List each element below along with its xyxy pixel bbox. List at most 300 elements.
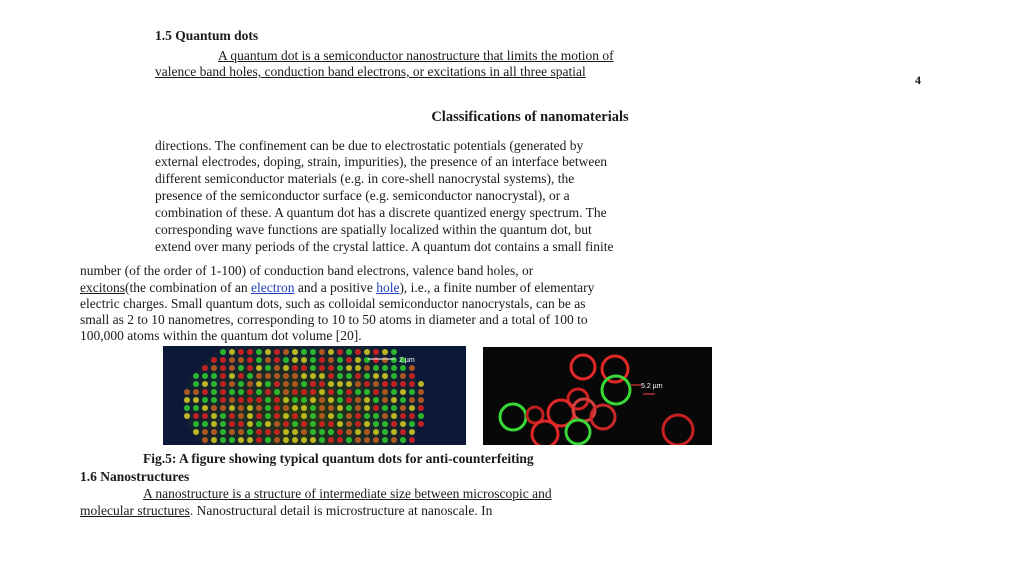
quantum-dot	[418, 413, 424, 419]
quantum-dot	[256, 373, 262, 379]
quantum-dot	[274, 349, 280, 355]
quantum-dot	[346, 397, 352, 403]
quantum-dot	[229, 413, 235, 419]
quantum-dot	[328, 429, 334, 435]
quantum-dot	[337, 357, 343, 363]
quantum-dot	[193, 397, 199, 403]
quantum-dot	[382, 389, 388, 395]
quantum-dot	[364, 349, 370, 355]
quantum-dot	[400, 429, 406, 435]
quantum-dot	[211, 429, 217, 435]
quantum-dot	[391, 365, 397, 371]
quantum-dot	[409, 365, 415, 371]
quantum-dot	[373, 381, 379, 387]
quantum-dot	[382, 381, 388, 387]
quantum-dot	[211, 381, 217, 387]
quantum-dot	[184, 413, 190, 419]
quantum-dot	[256, 397, 262, 403]
quantum-dot	[292, 397, 298, 403]
quantum-dot	[229, 349, 235, 355]
quantum-dot	[193, 381, 199, 387]
quantum-dot	[265, 357, 271, 363]
quantum-dot	[238, 421, 244, 427]
quantum-dot	[247, 429, 253, 435]
quantum-dot	[265, 421, 271, 427]
paragraph-line: valence band holes, conduction band electrons, or excitations in all three spatial	[155, 64, 586, 79]
quantum-dot	[274, 413, 280, 419]
quantum-dot	[202, 365, 208, 371]
quantum-dot	[274, 389, 280, 395]
quantum-dot	[328, 349, 334, 355]
quantum-dot	[256, 405, 262, 411]
quantum-dot	[391, 389, 397, 395]
quantum-dot	[274, 365, 280, 371]
quantum-dot	[247, 373, 253, 379]
quantum-dot	[400, 389, 406, 395]
quantum-dot	[400, 437, 406, 443]
quantum-dot	[337, 373, 343, 379]
quantum-dot	[301, 429, 307, 435]
quantum-dot	[283, 357, 289, 363]
quantum-dot	[211, 373, 217, 379]
quantum-dot	[319, 373, 325, 379]
section-heading-1-6: 1.6 Nanostructures	[80, 469, 190, 484]
quantum-dot	[292, 373, 298, 379]
quantum-dot	[256, 389, 262, 395]
quantum-dot	[310, 421, 316, 427]
quantum-dot	[346, 413, 352, 419]
quantum-dot	[319, 349, 325, 355]
quantum-dot	[337, 365, 343, 371]
quantum-dot	[346, 365, 352, 371]
quantum-dot	[202, 389, 208, 395]
quantum-dot	[409, 429, 415, 435]
quantum-dot	[355, 381, 361, 387]
quantum-dot	[391, 381, 397, 387]
quantum-dot	[400, 413, 406, 419]
quantum-dot	[292, 365, 298, 371]
quantum-dot	[310, 437, 316, 443]
quantum-dot	[391, 397, 397, 403]
quantum-dot	[202, 413, 208, 419]
quantum-dot	[274, 397, 280, 403]
paragraph-line: A quantum dot is a semiconductor nanostructure that limits the motion of	[218, 48, 614, 63]
quantum-dot	[382, 429, 388, 435]
quantum-dot	[373, 357, 379, 363]
quantum-dot	[355, 389, 361, 395]
quantum-dot	[382, 357, 388, 363]
quantum-dots-image-left	[163, 346, 466, 445]
quantum-dot	[319, 365, 325, 371]
quantum-dot	[364, 381, 370, 387]
quantum-dot	[328, 373, 334, 379]
quantum-dot	[319, 405, 325, 411]
quantum-dot	[292, 413, 298, 419]
electron-link[interactable]: electron	[250, 280, 295, 295]
hole-link[interactable]: hole	[376, 280, 400, 295]
quantum-dot	[382, 365, 388, 371]
quantum-dot	[283, 389, 289, 395]
quantum-dot	[328, 365, 334, 371]
quantum-dot	[346, 349, 352, 355]
quantum-dot	[202, 373, 208, 379]
quantum-dot	[409, 413, 415, 419]
quantum-dot	[247, 357, 253, 363]
quantum-dot	[238, 437, 244, 443]
text-span: ), i.e., a finite number of elementary	[399, 280, 595, 295]
paragraph-line-links	[80, 280, 594, 296]
quantum-dot	[247, 405, 253, 411]
quantum-dot	[292, 389, 298, 395]
quantum-dot	[292, 349, 298, 355]
quantum-dot	[391, 413, 397, 419]
quantum-dot	[301, 405, 307, 411]
quantum-dot	[418, 405, 424, 411]
quantum-dot	[220, 389, 226, 395]
quantum-dot	[328, 389, 334, 395]
quantum-dot	[337, 437, 343, 443]
quantum-dot	[301, 357, 307, 363]
quantum-dot	[355, 373, 361, 379]
quantum-dot	[319, 421, 325, 427]
quantum-dot	[319, 397, 325, 403]
quantum-dot	[238, 373, 244, 379]
quantum-dot	[346, 421, 352, 427]
quantum-dot	[373, 389, 379, 395]
quantum-dot	[247, 389, 253, 395]
quantum-dot	[202, 429, 208, 435]
quantum-dot	[337, 413, 343, 419]
paragraph-line: corresponding wave functions are spatially localized within the quantum dot, but	[155, 222, 592, 237]
quantum-dot	[184, 389, 190, 395]
quantum-dot	[382, 373, 388, 379]
quantum-dot	[391, 357, 397, 363]
paragraph-line	[80, 503, 492, 519]
quantum-dot	[229, 421, 235, 427]
quantum-dot	[274, 429, 280, 435]
quantum-dot	[229, 389, 235, 395]
quantum-dot	[229, 437, 235, 443]
quantum-dot	[364, 413, 370, 419]
scale-bar-label: 2 µm	[399, 357, 415, 364]
quantum-dot	[355, 357, 361, 363]
quantum-dot	[265, 397, 271, 403]
quantum-dot	[355, 365, 361, 371]
quantum-dot	[229, 429, 235, 435]
quantum-dot	[301, 365, 307, 371]
quantum-dot	[229, 397, 235, 403]
quantum-dot	[283, 413, 289, 419]
quantum-dot	[211, 357, 217, 363]
quantum-dot	[364, 429, 370, 435]
quantum-dot	[238, 349, 244, 355]
quantum-dot	[247, 413, 253, 419]
quantum-dot	[292, 429, 298, 435]
quantum-dot	[391, 429, 397, 435]
quantum-dot	[418, 397, 424, 403]
quantum-dot	[391, 421, 397, 427]
quantum-dot	[211, 405, 217, 411]
quantum-dot	[346, 437, 352, 443]
quantum-dot	[238, 381, 244, 387]
quantum-dot	[292, 381, 298, 387]
quantum-dot	[328, 405, 334, 411]
quantum-dot	[211, 437, 217, 443]
quantum-dot	[328, 357, 334, 363]
quantum-dot	[355, 349, 361, 355]
quantum-dot	[211, 397, 217, 403]
quantum-dot	[319, 437, 325, 443]
quantum-dot	[265, 405, 271, 411]
quantum-dot	[274, 373, 280, 379]
quantum-dot	[391, 405, 397, 411]
quantum-dot	[319, 429, 325, 435]
quantum-dot	[256, 349, 262, 355]
quantum-dot	[256, 429, 262, 435]
quantum-dot	[337, 397, 343, 403]
quantum-dot	[229, 373, 235, 379]
quantum-dot	[319, 381, 325, 387]
quantum-dot	[400, 365, 406, 371]
quantum-dot	[220, 373, 226, 379]
quantum-dot	[382, 437, 388, 443]
quantum-dot	[193, 429, 199, 435]
quantum-dot	[283, 437, 289, 443]
quantum-dot	[373, 397, 379, 403]
quantum-dot	[400, 397, 406, 403]
quantum-dot	[220, 381, 226, 387]
quantum-dot	[346, 405, 352, 411]
quantum-dot	[310, 357, 316, 363]
quantum-dot	[310, 373, 316, 379]
quantum-dot	[265, 413, 271, 419]
quantum-dot	[364, 365, 370, 371]
quantum-dot	[193, 373, 199, 379]
quantum-dot	[355, 429, 361, 435]
quantum-dots-image-right	[483, 347, 712, 445]
quantum-dot	[328, 397, 334, 403]
quantum-dot	[373, 429, 379, 435]
quantum-dot	[211, 421, 217, 427]
quantum-dot	[310, 397, 316, 403]
quantum-dot	[301, 389, 307, 395]
quantum-dot	[229, 381, 235, 387]
quantum-dot	[256, 437, 262, 443]
quantum-dot	[247, 349, 253, 355]
quantum-dot	[409, 405, 415, 411]
quantum-dot	[184, 397, 190, 403]
quantum-dot	[373, 349, 379, 355]
quantum-dot	[283, 405, 289, 411]
text-span: and a positive	[294, 280, 377, 295]
quantum-dot	[274, 405, 280, 411]
quantum-dot	[274, 437, 280, 443]
page-number: 4	[915, 73, 921, 87]
quantum-dot	[211, 365, 217, 371]
quantum-dot	[256, 413, 262, 419]
quantum-dot	[265, 389, 271, 395]
quantum-dot	[355, 405, 361, 411]
quantum-dot	[247, 365, 253, 371]
quantum-dot	[220, 413, 226, 419]
quantum-dot	[310, 349, 316, 355]
quantum-dot	[364, 421, 370, 427]
quantum-dot	[364, 389, 370, 395]
quantum-dot	[220, 421, 226, 427]
quantum-dot	[337, 421, 343, 427]
quantum-dot	[364, 437, 370, 443]
quantum-dot	[247, 437, 253, 443]
quantum-dot	[364, 405, 370, 411]
quantum-dot	[310, 413, 316, 419]
quantum-dot	[418, 421, 424, 427]
quantum-dot	[364, 373, 370, 379]
quantum-dot	[373, 373, 379, 379]
caption-text: Fig.5: A figure showing typical quantum dots for anti-counterfeiting	[143, 451, 534, 466]
quantum-dot	[283, 429, 289, 435]
quantum-dot	[373, 437, 379, 443]
quantum-dot	[373, 365, 379, 371]
quantum-dot	[346, 429, 352, 435]
quantum-dot	[364, 357, 370, 363]
quantum-dot	[364, 397, 370, 403]
quantum-dot	[274, 421, 280, 427]
quantum-dot	[292, 421, 298, 427]
quantum-dot	[337, 389, 343, 395]
quantum-dot	[265, 429, 271, 435]
quantum-dot	[220, 429, 226, 435]
quantum-dot	[193, 421, 199, 427]
quantum-dot	[184, 405, 190, 411]
quantum-dot	[265, 381, 271, 387]
quantum-dot	[301, 421, 307, 427]
quantum-dot	[319, 389, 325, 395]
quantum-dot	[229, 365, 235, 371]
quantum-dot	[274, 357, 280, 363]
quantum-dot	[400, 405, 406, 411]
quantum-dot	[247, 381, 253, 387]
quantum-dot	[409, 381, 415, 387]
quantum-dot	[391, 373, 397, 379]
quantum-dot	[409, 421, 415, 427]
quantum-dot	[391, 349, 397, 355]
quantum-dot	[283, 397, 289, 403]
quantum-dot	[238, 405, 244, 411]
quantum-dot	[220, 405, 226, 411]
quantum-dot	[328, 381, 334, 387]
quantum-dot	[310, 405, 316, 411]
quantum-dot	[292, 405, 298, 411]
quantum-dot	[220, 437, 226, 443]
quantum-dot	[220, 397, 226, 403]
quantum-dot	[202, 421, 208, 427]
quantum-dot	[238, 389, 244, 395]
quantum-dot	[319, 413, 325, 419]
quantum-dot	[310, 381, 316, 387]
paragraph-line: directions. The confinement can be due to electrostatic potentials (generated by	[155, 138, 584, 153]
quantum-dot	[220, 365, 226, 371]
quantum-dot	[418, 389, 424, 395]
quantum-dot	[202, 437, 208, 443]
quantum-dot	[310, 365, 316, 371]
quantum-dot	[301, 381, 307, 387]
quantum-dot	[373, 413, 379, 419]
quantum-dot	[346, 373, 352, 379]
quantum-dot	[247, 421, 253, 427]
quantum-dot	[211, 413, 217, 419]
quantum-dot	[301, 373, 307, 379]
quantum-dot	[319, 357, 325, 363]
paragraph-line: small as 2 to 10 nanometres, corresponding to 10 to 50 atoms in diameter and a total of 100 to	[80, 312, 588, 327]
quantum-dot	[265, 437, 271, 443]
quantum-dot	[220, 357, 226, 363]
quantum-dot	[229, 405, 235, 411]
quantum-dot	[292, 437, 298, 443]
paragraph-line: number (of the order of 1-100) of conduction band electrons, valence band holes, or	[80, 263, 534, 278]
quantum-dot	[283, 349, 289, 355]
quantum-dot	[337, 405, 343, 411]
paragraph-line: presence of the semiconductor surface (e.g. semiconductor nanocrystal), or a	[155, 188, 570, 203]
quantum-dot	[202, 397, 208, 403]
section-heading-1-5: 1.5 Quantum dots	[155, 28, 259, 43]
quantum-dot	[400, 381, 406, 387]
quantum-dot	[373, 405, 379, 411]
quantum-dot	[256, 381, 262, 387]
quantum-dot	[283, 381, 289, 387]
quantum-dot	[238, 429, 244, 435]
quantum-dot	[355, 413, 361, 419]
quantum-dot	[382, 397, 388, 403]
text-span: . Nanostructural detail is microstructure at nanoscale. In	[189, 503, 493, 518]
quantum-dot	[382, 349, 388, 355]
quantum-dot	[355, 397, 361, 403]
quantum-dot	[256, 357, 262, 363]
quantum-dot	[328, 413, 334, 419]
quantum-dot	[238, 357, 244, 363]
quantum-dot	[328, 437, 334, 443]
quantum-dot	[301, 437, 307, 443]
quantum-dot	[238, 413, 244, 419]
quantum-dot	[202, 405, 208, 411]
quantum-dot	[391, 437, 397, 443]
quantum-dot	[211, 389, 217, 395]
quantum-dot	[202, 381, 208, 387]
quantum-dot	[283, 421, 289, 427]
quantum-dot	[409, 389, 415, 395]
quantum-dot	[382, 421, 388, 427]
quantum-dot	[265, 365, 271, 371]
quantum-dot	[400, 421, 406, 427]
quantum-dot	[328, 421, 334, 427]
paragraph-line: 100,000 atoms within the quantum dot volume [20].	[80, 328, 362, 343]
quantum-dot	[265, 373, 271, 379]
quantum-dot	[265, 349, 271, 355]
running-title: Classifications of nanomaterials	[431, 109, 629, 125]
excitons-term: excitons	[80, 280, 125, 295]
quantum-dot	[400, 373, 406, 379]
quantum-dot	[346, 357, 352, 363]
quantum-dot	[301, 397, 307, 403]
quantum-dot	[193, 413, 199, 419]
quantum-dot	[193, 389, 199, 395]
quantum-dot	[301, 413, 307, 419]
text-span: (the combination of an	[125, 280, 251, 295]
quantum-dot	[283, 373, 289, 379]
paragraph-line: electric charges. Small quantum dots, such as colloidal semiconductor nanocrystals, can be as	[80, 296, 586, 311]
quantum-dot	[274, 381, 280, 387]
quantum-dot	[283, 365, 289, 371]
paragraph-line: different semiconductor materials (e.g. in core-shell nanocrystal systems), the	[155, 171, 575, 186]
